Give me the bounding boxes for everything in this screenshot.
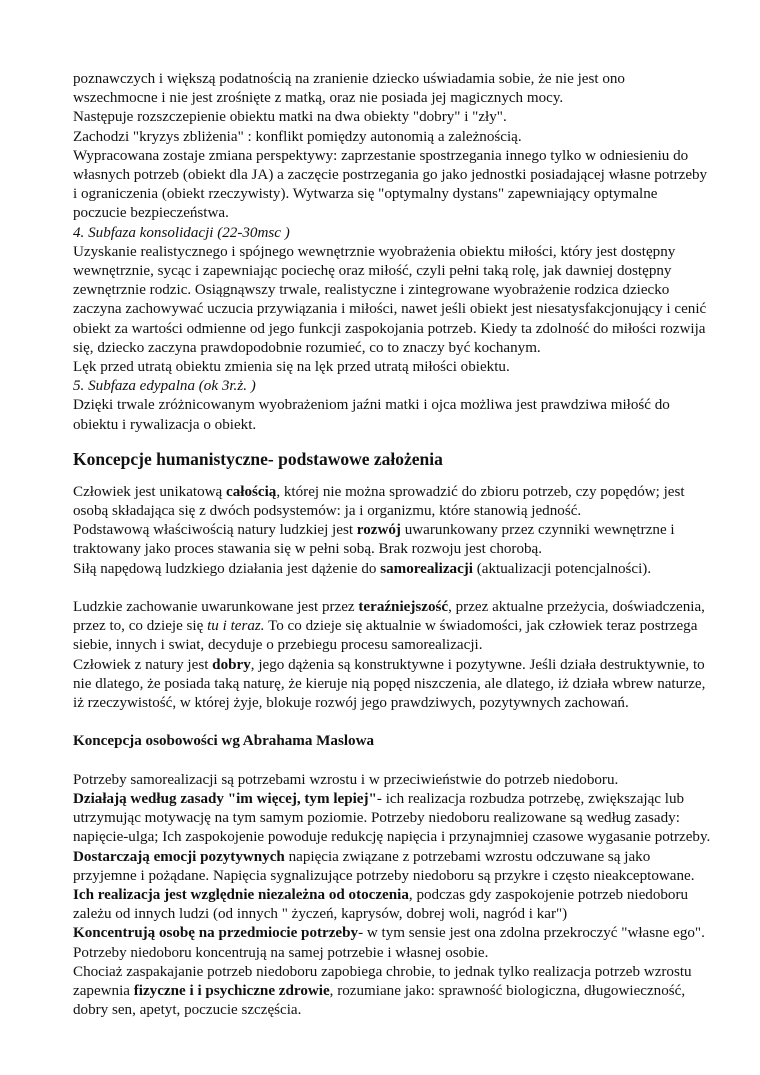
paragraph xyxy=(73,848,713,886)
bold-term: fizyczne i i psychiczne zdrowie xyxy=(133,983,330,1000)
bold-term: teraźniejszość xyxy=(358,599,449,616)
paragraph: Lęk przed utratą obiektu zmienia się na lęk przed utratą miłości obiektu. xyxy=(73,359,510,376)
paragraph xyxy=(73,560,713,579)
text: - w tym sensie jest ona zdolna przekroczyć "własne ego". Potrzeby niedoboru koncentrują na samej potrzebie i własnej osobie. xyxy=(73,925,705,961)
text: To co dzieje się aktualnie w świadomości, jak człowiek teraz postrzega siebie, innych i swiat, decyduje o przebiegu procesu samorealizacji. xyxy=(73,618,698,654)
text: Człowiek z natury jest xyxy=(73,656,213,673)
paragraph: Uzyskanie realistycznego i spójnego wewnętrznie wyobrażenia obiektu miłości, który jest dostępny wewnętrznie, sycąc i zapewniając pociechę oraz miłość, czyli pełni taką rolę, jak dawniej dostępny zewnętrznie rodzic. Osiągnąwszy trwale, realistyczne i zintegrowane wyobrażenie rodzica dziecko zaczyna zachowywać uczucia przywiązania i miłości, nawet jeśli obiekt jest niesatysfakcjonujący i cenić obiekt za wartości odmienne od jego funkcji zaspokojania potrzeb. Kiedy ta zdolność do miłości rozwija się, dziecko zaczyna prawdopodobnie rozumieć, co to znaczy być kochanym. xyxy=(73,243,707,356)
paragraph xyxy=(73,483,713,521)
subheading-konsolidacja: 4. Subfaza konsolidacji (22-30msc ) xyxy=(73,224,290,241)
text: (aktualizacji potencjalności). xyxy=(473,560,652,577)
text: napięcia związane z potrzebami wzrostu odczuwane są jako przyjemne i pożądane. Napięcia sygnalizujące potrzeby niedoboru są przykre i często nieakceptowane. xyxy=(73,848,695,884)
bold-term: Dostarczają emocji pozytywnych xyxy=(73,848,285,865)
document-page xyxy=(73,70,713,1021)
text: Podstawową właściwością natury ludzkiej jest xyxy=(73,522,357,539)
paragraph: Wypracowana zostaje zmiana perspektywy: zaprzestanie spostrzegania innego tylko w odniesieniu do własnych potrzeb (obiekt dla JA) a zaczęcie postrzegania go jako jednostki posiadającej własne potrzeby i ograniczenia (obiekt rzeczywisty). Wytwarza się "optymalny dystans" zapewniający optymalne poczucie bezpieczeństwa. xyxy=(73,147,708,222)
subheading-edypalna: 5. Subfaza edypalna (ok 3r.ż. ) xyxy=(73,378,256,395)
text: , podczas gdy zaspokojenie potrzeb niedoboru zależu od innych ludzi (od innych " życzeń, kaprysów, dobrej woli, nagród i kar") xyxy=(73,887,689,923)
paragraph: Zachodzi "kryzys zbliżenia" : konflikt pomiędzy autonomią a zależnością. xyxy=(73,128,522,145)
bold-term: Działają według zasady "im więcej, tym lepiej" xyxy=(73,791,377,808)
paragraph: Potrzeby samorealizacji są potrzebami wzrostu i w przeciwieństwie do potrzeb niedoboru. xyxy=(73,771,619,788)
text: Siłą napędową ludzkiego działania jest dążenie do xyxy=(73,560,381,577)
spacer xyxy=(73,713,713,732)
bold-term: dobry xyxy=(212,656,251,673)
spacer xyxy=(73,579,713,598)
paragraph: poznawczych i większą podatnością na zranienie dziecko uświadamia sobie, że nie jest ono wszechmocne i nie jest zrośnięte z matką, oraz nie posiada jej magicznych mocy. xyxy=(73,71,625,107)
text: , jego dążenia są konstruktywne i pozytywne. Jeśli działa destruktywnie, to nie dlatego, że posiada taką naturę, że kieruje nią popęd niszczenia, ale dlatego, iż działa wbrew naturze, iż rzeczywistość, w której żyje, blokuje rozwój jego prawdziwych, pozytywnych zachowań. xyxy=(73,656,706,712)
text: - ich realizacja rozbudza potrzebę, zwiększając lub utrzymując motywację na tym samym poziomie. Potrzeby niedoboru realizowane są według zasady: napięcie-ulga; Ich zaspokojenie powoduje redukcję napięcia i przynajmniej czasowe wygasanie potrzeby. xyxy=(73,791,711,846)
bold-term: samorealizacji xyxy=(380,560,473,577)
heading-koncepcja-maslowa: Koncepcja osobowości wg Abrahama Maslowa xyxy=(73,733,375,750)
paragraph xyxy=(73,886,713,924)
paragraph: Dzięki trwale zróżnicowanym wyobrażeniom jaźni matki i ojca możliwa jest prawdziwa miłość do obiektu i rywalizacja o obiekt. xyxy=(73,397,670,433)
italic-term: tu i teraz. xyxy=(207,618,265,635)
bold-term: rozwój xyxy=(356,522,401,539)
spacer xyxy=(73,752,713,771)
paragraph: Następuje rozszczepienie obiektu matki na dwa obiekty "dobry" i "zły". xyxy=(73,109,507,126)
text: Chociaż zaspakajanie potrzeb niedoboru zapobiega chrobie, to jednak tylko realizacja potrzeb wzrostu zapewnia xyxy=(73,963,692,1000)
text: , rozumiane jako: sprawność biologiczna, długowieczność, dobry sen, apetyt, poczucie szczęścia. xyxy=(73,983,686,1019)
text: uwarunkowany przez czynniki wewnętrzne i traktowany jako proces stawania się w pełni sobą. Brak rozwoju jest chorobą. xyxy=(73,522,675,558)
heading-koncepcje-humanistyczne: Koncepcje humanistyczne- podstawowe założenia xyxy=(73,448,443,469)
bold-term: Ich realizacja jest względnie niezależna od otoczenia xyxy=(73,887,409,904)
bold-term: całością xyxy=(226,483,277,500)
text: Człowiek jest unikatową xyxy=(73,483,227,500)
bold-term: Koncentrują osobę na przedmiocie potrzeby xyxy=(73,925,359,942)
paragraph xyxy=(73,790,713,848)
text: Ludzkie zachowanie uwarunkowane jest przez xyxy=(73,599,359,616)
paragraph xyxy=(73,598,713,656)
paragraph xyxy=(73,963,713,1021)
text: , przez aktualne przeżycia, doświadczenia, przez to, co dzieje się xyxy=(73,599,705,635)
text: , której nie można sprowadzić do zbioru potrzeb, czy popędów; jest osobą składająca się z dwóch podsystemów: ja i organizmu, które stanowią jedność. xyxy=(73,483,685,520)
paragraph xyxy=(73,521,713,559)
paragraph xyxy=(73,656,713,714)
paragraph xyxy=(73,924,713,962)
